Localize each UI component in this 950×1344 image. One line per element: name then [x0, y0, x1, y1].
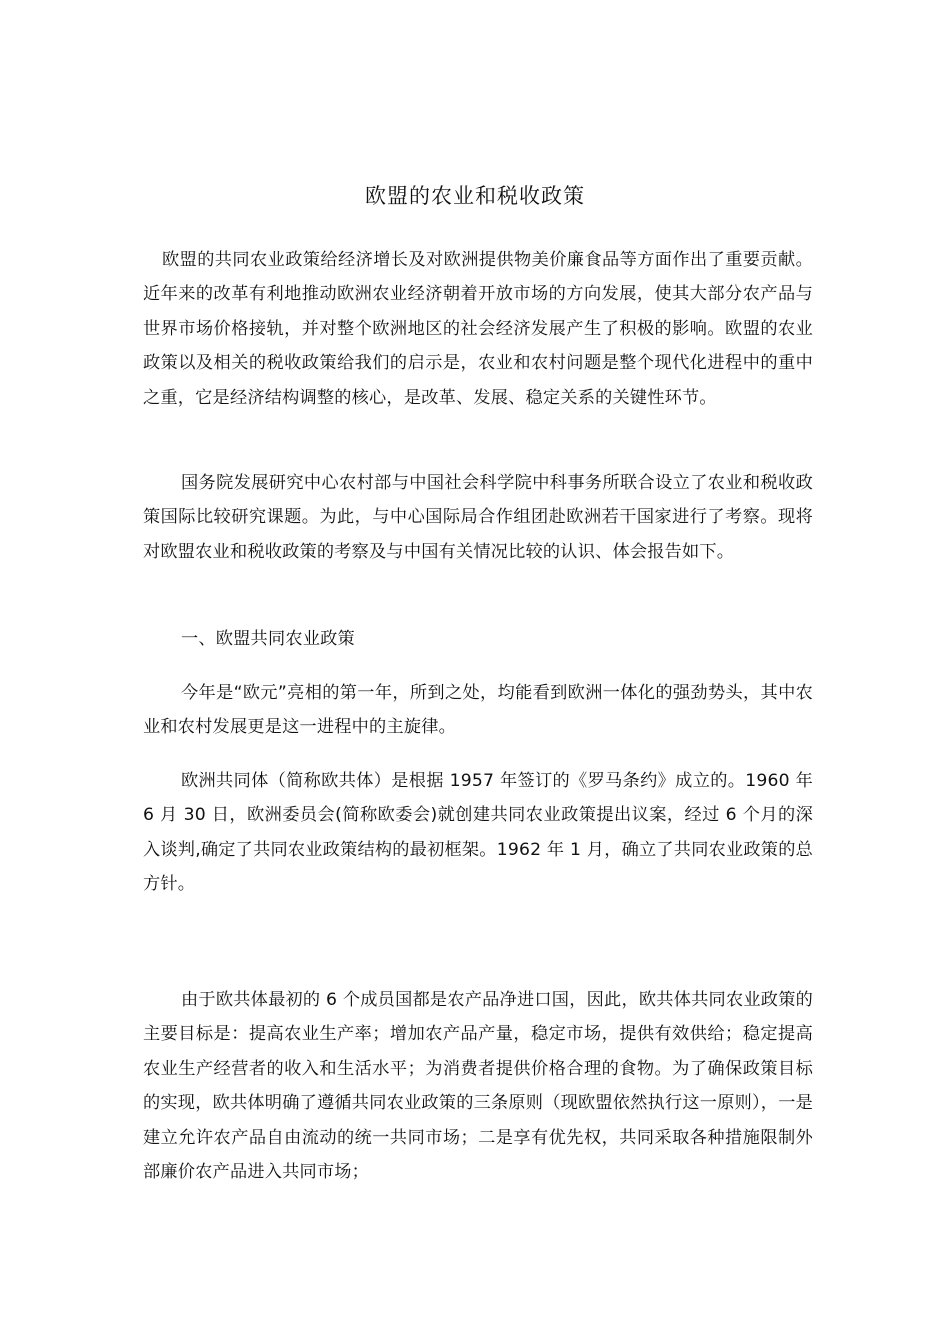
document-title: 欧盟的农业和税收政策	[365, 184, 585, 208]
paragraph-ec-history: 欧洲共同体（简称欧共体）是根据 1957 年签订的《罗马条约》成立的。1960 年 6 月 30 日，欧洲委员会(简称欧委会)就创建共同农业政策提出议案，经过 6 个月的深入谈判,确定了共同农业政策结构的最初框架。1962 年 1 月，确立了共同农业政策的总方针。	[143, 771, 813, 895]
paragraph-euro-year: 今年是“欧元”亮相的第一年，所到之处，均能看到欧洲一体化的强劲势头，其中农业和农村发展更是这一进程中的主旋律。	[143, 683, 813, 738]
paragraph-research-background: 国务院发展研究中心农村部与中国社会科学院中科事务所联合设立了农业和税收政策国际比较研究课题。为此，与中心国际局合作组团赴欧洲若干国家进行了考察。现将对欧盟农业和税收政策的考察及与中国有关情况比较的认识、体会报告如下。	[143, 473, 813, 562]
paragraph-cap-objectives: 由于欧共体最初的 6 个成员国都是农产品净进口国，因此，欧共体共同农业政策的主要目标是：提高农业生产率；增加农产品产量，稳定市场，提供有效供给；稳定提高农业生产经营者的收入和生活水平；为消费者提供价格合理的食物。为了确保政策目标的实现，欧共体明确了遵循共同农业政策的三条原则（现欧盟依然执行这一原则），一是建立允许农产品自由流动的统一共同市场；二是享有优先权，共同采取各种措施限制外部廉价农产品进入共同市场；	[143, 990, 813, 1183]
paragraph-intro: 欧盟的共同农业政策给经济增长及对欧洲提供物美价廉食品等方面作出了重要贡献。近年来的改革有利地推动欧洲农业经济朝着开放市场的方向发展，使其大部分农产品与世界市场价格接轨，并对整个欧洲地区的社会经济发展产生了积极的影响。欧盟的农业政策以及相关的税收政策给我们的启示是，农业和农村问题是整个现代化进程中的重中之重，它是经济结构调整的核心，是改革、发展、稳定关系的关键性环节。	[143, 250, 813, 408]
section-heading-1: 一、欧盟共同农业政策	[181, 629, 355, 649]
